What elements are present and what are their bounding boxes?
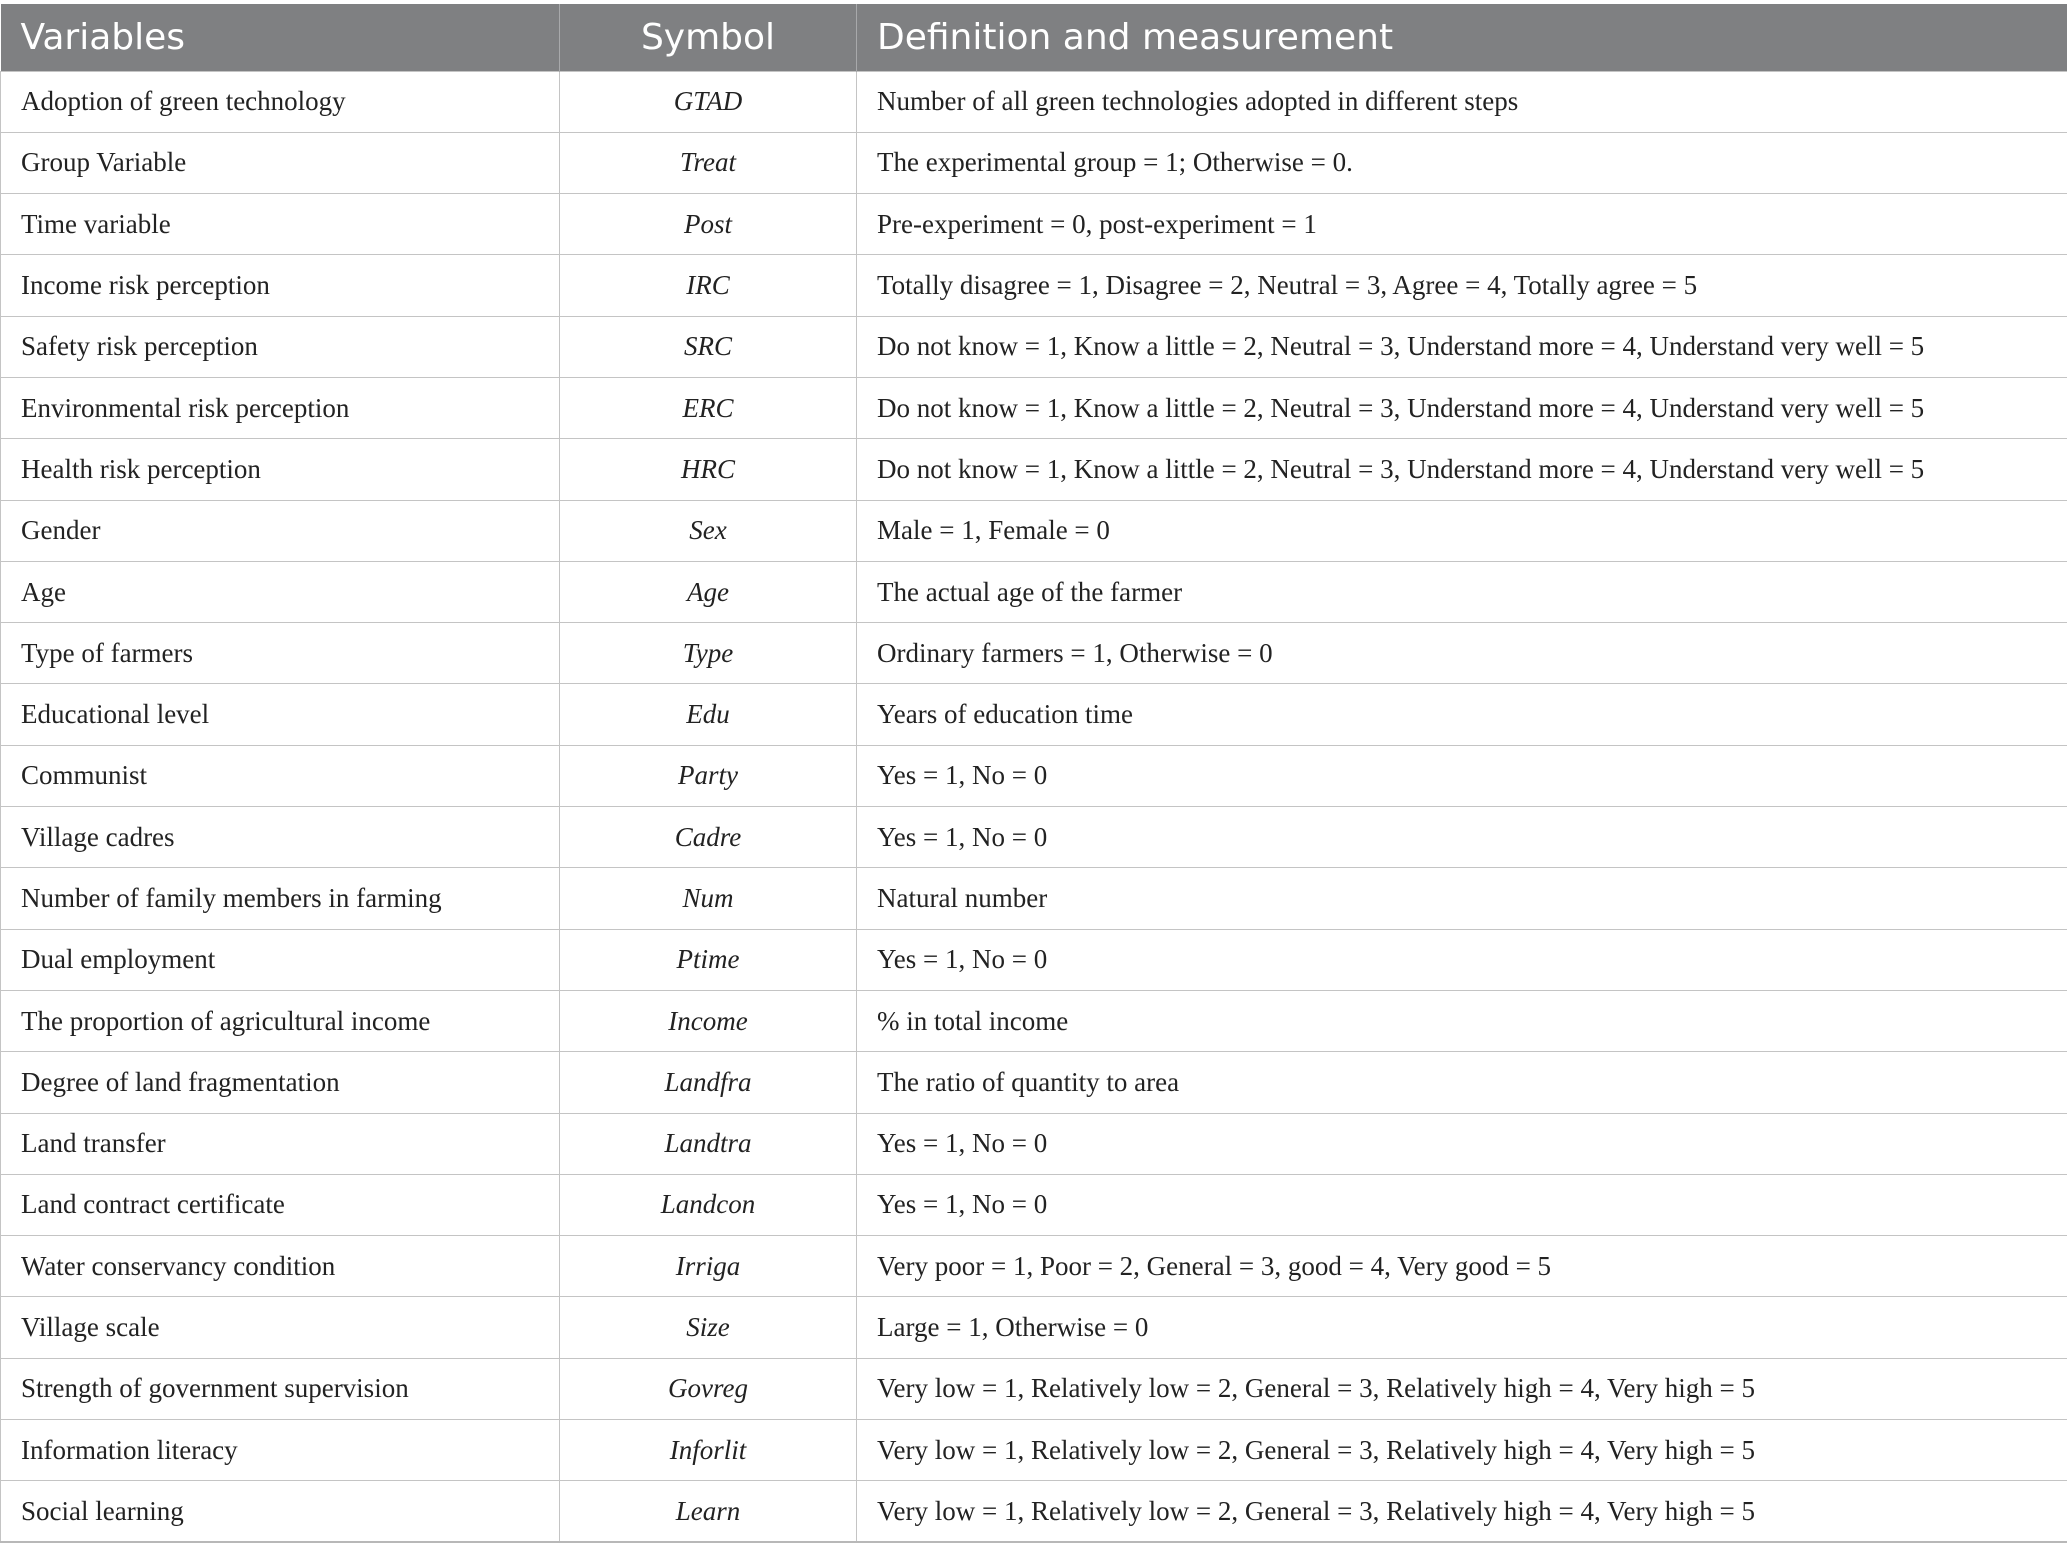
cell-symbol: Landfra xyxy=(560,1052,857,1113)
cell-symbol: Treat xyxy=(560,132,857,193)
cell-symbol: Ptime xyxy=(560,929,857,990)
cell-variable: Information literacy xyxy=(1,1420,560,1481)
cell-symbol: Type xyxy=(560,623,857,684)
cell-definition: The actual age of the farmer xyxy=(857,561,2067,622)
cell-definition: The ratio of quantity to area xyxy=(857,1052,2067,1113)
table-row xyxy=(1,1174,2067,1235)
cell-variable: Land transfer xyxy=(1,1113,560,1174)
table-row xyxy=(1,561,2067,622)
cell-symbol: Edu xyxy=(560,684,857,745)
table-row xyxy=(1,316,2067,377)
cell-definition: Yes = 1, No = 0 xyxy=(857,929,2067,990)
cell-definition: Yes = 1, No = 0 xyxy=(857,807,2067,868)
cell-definition: Very low = 1, Relatively low = 2, General = 3, Relatively high = 4, Very high = 5 xyxy=(857,1420,2067,1481)
cell-variable: Environmental risk perception xyxy=(1,377,560,438)
cell-variable: Safety risk perception xyxy=(1,316,560,377)
table-row xyxy=(1,255,2067,316)
table-row xyxy=(1,377,2067,438)
cell-variable: Communist xyxy=(1,745,560,806)
cell-symbol: Party xyxy=(560,745,857,806)
cell-variable: Type of farmers xyxy=(1,623,560,684)
cell-definition: Male = 1, Female = 0 xyxy=(857,500,2067,561)
cell-variable: Income risk perception xyxy=(1,255,560,316)
cell-symbol: HRC xyxy=(560,439,857,500)
header-definition: Definition and measurement xyxy=(857,4,2067,71)
cell-symbol: Age xyxy=(560,561,857,622)
table-row xyxy=(1,194,2067,255)
cell-variable: Strength of government supervision xyxy=(1,1358,560,1419)
cell-definition: Pre-experiment = 0, post-experiment = 1 xyxy=(857,194,2067,255)
cell-definition: % in total income xyxy=(857,990,2067,1051)
table-row xyxy=(1,500,2067,561)
table-row xyxy=(1,1358,2067,1419)
table-row xyxy=(1,439,2067,500)
cell-definition: Number of all green technologies adopted in different steps xyxy=(857,71,2067,132)
cell-variable: Educational level xyxy=(1,684,560,745)
cell-variable: Adoption of green technology xyxy=(1,71,560,132)
cell-variable: Social learning xyxy=(1,1481,560,1542)
cell-variable: Gender xyxy=(1,500,560,561)
cell-definition: Do not know = 1, Know a little = 2, Neutral = 3, Understand more = 4, Understand very well = 5 xyxy=(857,439,2067,500)
header-variables: Variables xyxy=(1,4,560,71)
table-body xyxy=(1,71,2067,1542)
cell-symbol: GTAD xyxy=(560,71,857,132)
cell-symbol: Inforlit xyxy=(560,1420,857,1481)
cell-definition: Yes = 1, No = 0 xyxy=(857,1174,2067,1235)
cell-definition: Yes = 1, No = 0 xyxy=(857,1113,2067,1174)
cell-symbol: Govreg xyxy=(560,1358,857,1419)
cell-variable: Village scale xyxy=(1,1297,560,1358)
table-row xyxy=(1,1297,2067,1358)
cell-variable: Group Variable xyxy=(1,132,560,193)
table-row xyxy=(1,745,2067,806)
cell-variable: The proportion of agricultural income xyxy=(1,990,560,1051)
cell-variable: Time variable xyxy=(1,194,560,255)
cell-symbol: Size xyxy=(560,1297,857,1358)
cell-variable: Village cadres xyxy=(1,807,560,868)
table-row xyxy=(1,132,2067,193)
table-row xyxy=(1,868,2067,929)
cell-variable: Age xyxy=(1,561,560,622)
cell-definition: The experimental group = 1; Otherwise = 0. xyxy=(857,132,2067,193)
table-row xyxy=(1,1052,2067,1113)
table-row xyxy=(1,1113,2067,1174)
cell-definition: Very low = 1, Relatively low = 2, General = 3, Relatively high = 4, Very high = 5 xyxy=(857,1358,2067,1419)
cell-symbol: Landcon xyxy=(560,1174,857,1235)
cell-variable: Dual employment xyxy=(1,929,560,990)
table-row xyxy=(1,990,2067,1051)
cell-symbol: Sex xyxy=(560,500,857,561)
variables-table xyxy=(0,4,2067,1543)
table-row xyxy=(1,1481,2067,1542)
cell-definition: Very poor = 1, Poor = 2, General = 3, good = 4, Very good = 5 xyxy=(857,1236,2067,1297)
table-row xyxy=(1,1236,2067,1297)
cell-symbol: Num xyxy=(560,868,857,929)
cell-definition: Do not know = 1, Know a little = 2, Neutral = 3, Understand more = 4, Understand very well = 5 xyxy=(857,316,2067,377)
header-symbol: Symbol xyxy=(560,4,857,71)
table-row xyxy=(1,929,2067,990)
cell-symbol: Learn xyxy=(560,1481,857,1542)
cell-definition: Do not know = 1, Know a little = 2, Neutral = 3, Understand more = 4, Understand very well = 5 xyxy=(857,377,2067,438)
cell-symbol: Cadre xyxy=(560,807,857,868)
cell-variable: Degree of land fragmentation xyxy=(1,1052,560,1113)
cell-definition: Large = 1, Otherwise = 0 xyxy=(857,1297,2067,1358)
cell-symbol: Income xyxy=(560,990,857,1051)
cell-definition: Totally disagree = 1, Disagree = 2, Neutral = 3, Agree = 4, Totally agree = 5 xyxy=(857,255,2067,316)
table-row xyxy=(1,623,2067,684)
table-row xyxy=(1,807,2067,868)
cell-variable: Water conservancy condition xyxy=(1,1236,560,1297)
table-header xyxy=(1,4,2067,71)
cell-symbol: IRC xyxy=(560,255,857,316)
table-row xyxy=(1,71,2067,132)
cell-symbol: SRC xyxy=(560,316,857,377)
cell-symbol: Post xyxy=(560,194,857,255)
cell-symbol: Landtra xyxy=(560,1113,857,1174)
cell-definition: Yes = 1, No = 0 xyxy=(857,745,2067,806)
cell-definition: Natural number xyxy=(857,868,2067,929)
variables-table-container xyxy=(0,4,2067,1543)
cell-variable: Health risk perception xyxy=(1,439,560,500)
cell-symbol: Irriga xyxy=(560,1236,857,1297)
cell-symbol: ERC xyxy=(560,377,857,438)
cell-variable: Land contract certificate xyxy=(1,1174,560,1235)
table-row xyxy=(1,1420,2067,1481)
cell-definition: Very low = 1, Relatively low = 2, General = 3, Relatively high = 4, Very high = 5 xyxy=(857,1481,2067,1542)
header-row xyxy=(1,4,2067,71)
cell-variable: Number of family members in farming xyxy=(1,868,560,929)
table-row xyxy=(1,684,2067,745)
cell-definition: Years of education time xyxy=(857,684,2067,745)
cell-definition: Ordinary farmers = 1, Otherwise = 0 xyxy=(857,623,2067,684)
